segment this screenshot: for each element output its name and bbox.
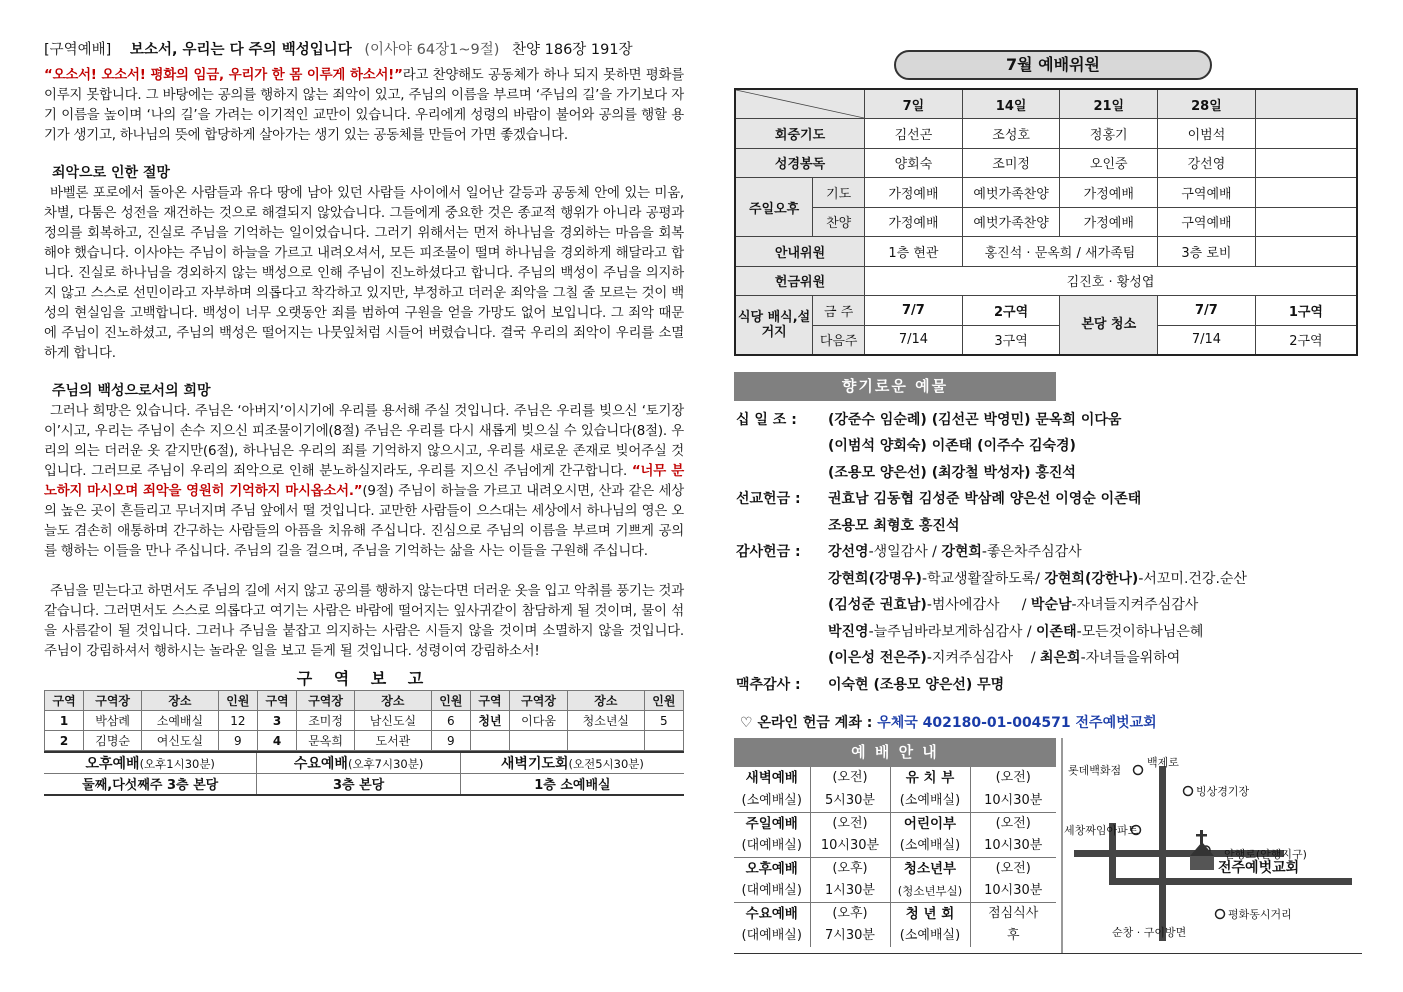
worship-committee-table: [734, 88, 1358, 356]
cell: 이범석: [1158, 119, 1256, 149]
report-header: 구역: [470, 691, 509, 711]
row-label-prayer: 회중기도: [735, 119, 865, 149]
map-label-lotte: 롯데백화점: [1068, 764, 1122, 777]
map-label-north: 백제로: [1147, 756, 1179, 769]
guide-cell: 유 치 부: [890, 767, 970, 790]
sub-label-prayer: 기도: [813, 178, 865, 208]
report-cell: 1: [45, 711, 84, 731]
cell: 7/7: [1158, 296, 1256, 326]
guide-cell: (대예배실): [734, 880, 810, 903]
service-dawn-place: 1층 소예배실: [460, 774, 684, 795]
guide-cell: 새벽예배: [734, 767, 810, 790]
guide-cell: 10시30분: [984, 882, 1043, 898]
report-cell: 3: [257, 711, 296, 731]
cell: 김진호 · 황성엽: [865, 266, 1357, 296]
cell: 홍진석 · 문옥희 / 새가족팀: [962, 237, 1157, 267]
cell: 예벗가족찬양: [962, 207, 1060, 237]
thanks-line: 강현희(강명우)-학교생활잘하도록/ 강현희(강한나)-서꼬미.건강.순산: [828, 570, 1247, 587]
schedule-title: 7월 예배위원: [894, 50, 1212, 80]
report-cell: 이다움: [510, 711, 568, 731]
report-header: 구역장: [84, 691, 142, 711]
tithe-line: (이범석 양회숙) 이존태 (이주수 김숙경): [828, 438, 1076, 454]
offerings-title: 향기로운 예물: [734, 372, 1056, 401]
week-header: 14일: [962, 89, 1060, 119]
sub-label-praise: 찬양: [813, 207, 865, 237]
worship-guide: [734, 738, 1362, 954]
guide-cell: (오전): [970, 857, 1056, 880]
row-label-reading: 성경봉독: [735, 148, 865, 178]
row-label-sunday-afternoon: 주일오후: [735, 178, 813, 237]
weekday-services-table: [44, 751, 684, 796]
bulletin-column: [734, 46, 1362, 954]
report-header: 구역장: [297, 691, 355, 711]
guide-cell: 점심식사: [970, 902, 1056, 925]
report-header: 구역장: [510, 691, 568, 711]
map-label-south: 순창 · 구이방면: [1112, 926, 1187, 939]
report-header: 인원: [218, 691, 257, 711]
cell: 양회숙: [865, 148, 963, 178]
week-header: 21일: [1060, 89, 1158, 119]
report-cell: 소예배실: [142, 711, 219, 731]
guide-cell: 청소년부: [890, 857, 970, 880]
guide-cell: (소예배실): [890, 790, 970, 813]
report-cell: 남신도실: [355, 711, 432, 731]
guide-cell: (대예배실): [734, 835, 810, 858]
map-label-apt: 세창짜임아파트: [1064, 824, 1139, 837]
report-cell: [644, 731, 683, 751]
tithe-line: (강준수 임순례) (김선곤 박영민) 문옥희 이다움: [828, 411, 1122, 428]
report-header: 장소: [142, 691, 219, 711]
report-cell: 박삼례: [84, 711, 142, 731]
service-wednesday-place: 3층 본당: [257, 774, 460, 795]
guide-cell: 후: [1006, 927, 1020, 943]
cell: 1층 현관: [865, 237, 963, 267]
district-report-title: 구 역 보 고: [296, 669, 432, 688]
thanks-line: (이은성 전은주)-지켜주심감사 / 최은희-자녀들을위하여: [828, 650, 1181, 666]
worship-guide-table: [734, 767, 1056, 947]
cell: 3층 로비: [1158, 237, 1256, 267]
report-cell: 여신도실: [142, 731, 219, 751]
wheat-label: 맥추감사 :: [736, 676, 801, 693]
mission-line: 조용모 최형호 홍진석: [828, 517, 960, 534]
paragraph-despair: 바벨론 포로에서 돌아온 사람들과 유다 땅에 남아 있던 사람들 사이에서 일어난 갈등과 공동체 안에 있는 미움, 차별, 다툼은 성전을 재건하는 것으로 해결되지 않았습니다. 그들에게 중요한 것은 종교적 행위가 아니라 공평과 정의를 회복하고, 진실로 주님을 기억하는 일이었습니다. 그러기 위해서는 먼저 하나님을 경외하는 마음을 회복해야 했습니다. 이사야는 주님이 하늘을 가르고 내려오셔서, 모든 피조물이 떨며 하나님을 경외하게 해달라고 합니다. 진실로 하나님을 경외하지 않는 백성으로 인해 주님이 진노하셨다고 합니다. 주님의 백성이 주님을 의지하지 않고 스스로 선민이라고 자부하며 의롭다고 착각하고 있지만, 부정하고 더러운 죄악을 그칠 줄 모르는 것이 백성의 현실임을 고백합니다. 백성이 너무 오랫동안 죄를 범하여 구원을 얻을 가망도 없어 보입니다. 그 죄악 때문에 주님이 진노하셨고, 주님의 백성은 떨어지는 나뭇잎처럼 시들어 버렸습니다. 결국 우리의 죄악이 우리를 소멸하게 합니다.: [44, 186, 684, 361]
guide-cell: (오전): [810, 767, 890, 790]
cell: 7/14: [1158, 325, 1256, 355]
cell: 7/14: [865, 325, 963, 355]
guide-cell: 10시30분: [984, 837, 1043, 853]
tithe-line: (조용모 양은선) (최강철 박성자) 홍진석: [828, 464, 1076, 481]
report-cell: 4: [257, 731, 296, 751]
cell: 가정예배: [1060, 207, 1158, 237]
row-label-offering: 헌금위원: [735, 266, 865, 296]
cell: 정홍기: [1060, 119, 1158, 149]
report-cell: 9: [218, 731, 257, 751]
cell: 가정예배: [865, 207, 963, 237]
cell: [1255, 148, 1357, 178]
sermon-column: [44, 40, 684, 796]
cell: 7/7: [865, 296, 963, 326]
service-dawn: 새벽기도회(오전5시30분): [460, 752, 684, 774]
mission-line: 권효남 김동협 김성준 박삼례 양은선 이영순 이존태: [828, 491, 1142, 507]
report-header: 인원: [431, 691, 470, 711]
guide-cell: (대예배실): [734, 925, 810, 948]
offerings-list: [734, 407, 1362, 699]
report-cell: 6: [431, 711, 470, 731]
cell: 1구역: [1255, 296, 1357, 326]
thanks-line: 강선영-생일감사 / 강현희-좋은차주심감사: [828, 544, 1082, 560]
hope-text-b: (9절) 주님이 하늘을 가르고 내려오시면, 산과 같은 세상의 높은 곳이 흔들리고 무너지며 주님 앞에서 떨 것입니다. 교만한 사람들이 으스대는 세상에서 하나님의 영은 오늘도 겸손히 애통하며 간구하는 사람들의 아픔을 치유해 주십니다. 진심으로 주님의 이름을 부르며 기쁘게 공의를 행하는 이들을 만나 주십니다. 주님의 길을 걸으며, 주님을 기억하는 삶을 사는 이들을 구원해 주십니다.: [44, 484, 684, 559]
report-cell: 김명순: [84, 731, 142, 751]
guide-cell: (소예배실): [890, 925, 970, 948]
cell: [1255, 207, 1357, 237]
guide-cell: 어린이부: [890, 812, 970, 835]
report-cell: 청년: [470, 711, 509, 731]
report-cell: 도서관: [355, 731, 432, 751]
intro-text: 라고 찬양해도 공동체가 하나 되지 못하면 평화를 이루지 못합니다. 그 바탕에는 공의를 행하지 않는 죄악이 있고, 주님의 이름을 부르며 ‘주님의 길’을 가기보다 자기 이름을 높이며 ‘나의 길’을 가려는 이기적인 교만이 있습니다. 우리에게 성령의 바람이 불어와 공의를 행할 용기가 생기고, 하나님의 뜻에 합당하게 살아가는 생기 있는 공동체를 만들어 가면 좋겠습니다.: [44, 68, 685, 143]
report-cell: [470, 731, 509, 751]
report-cell: 문옥희: [297, 731, 355, 751]
cell: 강선영: [1158, 148, 1256, 178]
guide-cell: (오전): [810, 812, 890, 835]
mission-label: 선교헌금 :: [736, 491, 801, 507]
paragraph-conclusion: 주님을 믿는다고 하면서도 주님의 길에 서지 않고 공의를 행하지 않는다면 더러운 옷을 입고 악취를 풍기는 것과 같습니다. 그러면서도 스스로 의롭다고 여기는 사람은 바람에 떨어지는 잎사귀같이 참담하게 될 것이며, 물이 섞을 사름같이 될 것입니다. 그러나 주님을 붙잡고 의지하는 사람은 시들지 않을 것이며 소멸하지 않을 것입니다. 주님이 강림하셔서 행하시는 놀라운 일을 보고 듣게 될 것입니다. 성령이여 강림하소서!: [44, 584, 684, 659]
week-header: 28일: [1158, 89, 1256, 119]
cell: 2구역: [962, 296, 1060, 326]
quote-hymn: “오소서! 오소서! 평화의 임금, 우리가 한 몸 이루게 하소서!”: [44, 68, 403, 83]
guide-cell: 오후예배: [734, 857, 810, 880]
hope-text-a: 그러나 희망은 있습니다. 주님은 ‘아버지’이시기에 우리를 용서해 주실 것입니다. 주님은 우리를 빚으신 ‘토기장이’시고, 우리는 주님이 손수 지으신 피조물이기에(8절) 주님은 우리를 다시 새롭게 빚으실 수 있습니다(8절). 우리의 의는 더러운 옷 같지만(6절), 하나님은 우리의 죄를 기억하지 않으시고, 우리를 새로운 존재로 빚어주실 것입니다. 그러므로 주님이 우리의 죄악으로 인해 분노하실지라도, 우리를 지으신 주님에게 간구합니다.: [44, 404, 684, 479]
map-label-church: 전주예벗교회: [1218, 860, 1300, 876]
report-header: 구역: [45, 691, 84, 711]
thanks-label: 감사헌금 :: [736, 544, 801, 560]
district-report-table: [44, 690, 684, 751]
sermon-title: 보소서, 우리는 다 주의 백성입니다: [129, 42, 352, 58]
week-header-empty: [1255, 89, 1357, 119]
cell: 김선곤: [865, 119, 963, 149]
cell: 구역예배: [1158, 207, 1256, 237]
report-header: 장소: [355, 691, 432, 711]
worship-guide-title: 예 배 안 내: [734, 738, 1056, 767]
cell: 오인중: [1060, 148, 1158, 178]
sermon-header: [44, 40, 684, 60]
cell: 3구역: [962, 325, 1060, 355]
report-cell: 12: [218, 711, 257, 731]
scripture-ref: (이사야 64장1~9절): [364, 42, 500, 58]
report-cell: [510, 731, 568, 751]
bank-account: 우체국 402180-01-004571 전주예벗교회: [877, 715, 1157, 731]
cell: [1255, 119, 1357, 149]
hymn-numbers: 찬양 186장 191장: [512, 42, 633, 58]
service-afternoon: 오후예배(오후1시30분): [85, 756, 215, 772]
paragraph-hope: [44, 402, 684, 562]
location-map: [1056, 738, 1362, 953]
row-label-clean: 본당 청소: [1060, 296, 1158, 355]
wheat-line: 이숙현 (조용모 양은선) 무명: [828, 676, 1005, 693]
online-label: 온라인 헌금 계좌 :: [757, 715, 873, 731]
cell: [1255, 178, 1357, 208]
thanks-line: (김성준 권효남)-범사에감사 / 박순남-자녀들지켜주심감사: [828, 597, 1199, 613]
guide-cell: (소예배실): [890, 835, 970, 858]
guide-cell: (오전): [995, 770, 1031, 786]
row-label-meal: 식당 배식,설거지: [735, 296, 813, 355]
cell: 조성호: [962, 119, 1060, 149]
report-header: 인원: [644, 691, 683, 711]
guide-cell: 주일예배: [734, 812, 810, 835]
cell: 가정예배: [865, 178, 963, 208]
report-cell: 2: [45, 731, 84, 751]
guide-cell: (오전): [970, 812, 1056, 835]
meal-this-label: 금 주: [813, 296, 865, 326]
guide-cell: 10시30분: [810, 835, 890, 858]
cell: 조미정: [962, 148, 1060, 178]
report-cell: 청소년실: [568, 711, 645, 731]
corner-cell: [735, 89, 865, 119]
row-label-ushers: 안내위원: [735, 237, 865, 267]
guide-cell: (오후): [810, 902, 890, 925]
tithe-label: 십 일 조 :: [736, 411, 797, 428]
cell: [1255, 237, 1357, 267]
paragraph-intro: [44, 66, 684, 146]
guide-cell: 수요예배: [734, 902, 810, 925]
meal-next-label: 다음주: [813, 325, 865, 355]
guide-cell: 5시30분: [810, 790, 890, 813]
map-label-anhaeng: 안행로(안행지구): [1224, 848, 1307, 861]
guide-cell: (청소년부실): [890, 880, 970, 903]
guide-cell: 10시30분: [984, 792, 1043, 808]
guide-cell: 청 년 회: [890, 902, 970, 925]
heart-icon: ♡: [740, 715, 753, 731]
guide-cell: (소예배실): [734, 790, 810, 813]
online-offering: [740, 712, 1362, 732]
service-afternoon-place: 둘째,다섯째주 3층 본당: [44, 774, 257, 795]
cell: 2구역: [1255, 325, 1357, 355]
subheading-hope: 주님의 백성으로서의 희망: [52, 383, 211, 399]
report-header: 장소: [568, 691, 645, 711]
report-cell: [568, 731, 645, 751]
thanks-line: 박진영-늘주님바라보게하심감사 / 이존태-모든것이하나님은혜: [828, 623, 1204, 640]
map-label-crossing: 평화동시거리: [1228, 908, 1292, 921]
report-cell: 9: [431, 731, 470, 751]
subheading-despair: 죄악으로 인한 절망: [52, 165, 170, 181]
report-header: 구역: [257, 691, 296, 711]
guide-cell: 7시30분: [810, 925, 890, 948]
guide-cell: (오후): [810, 857, 890, 880]
service-wednesday: 수요예배(오후7시30분): [257, 752, 460, 774]
section-label: [구역예배]: [44, 42, 112, 58]
report-cell: 조미정: [297, 711, 355, 731]
quote-prayer: “너무 분노하지 마시오며 죄악을 영원히 기억하지 마시옵소서.”: [44, 464, 684, 499]
cell: 가정예배: [1060, 178, 1158, 208]
cell: 구역예배: [1158, 178, 1256, 208]
report-cell: 5: [644, 711, 683, 731]
map-label-rink: 빙상경기장: [1196, 785, 1250, 798]
guide-cell: 1시30분: [810, 880, 890, 903]
week-header: 7일: [865, 89, 963, 119]
cell: 예벗가족찬양: [962, 178, 1060, 208]
